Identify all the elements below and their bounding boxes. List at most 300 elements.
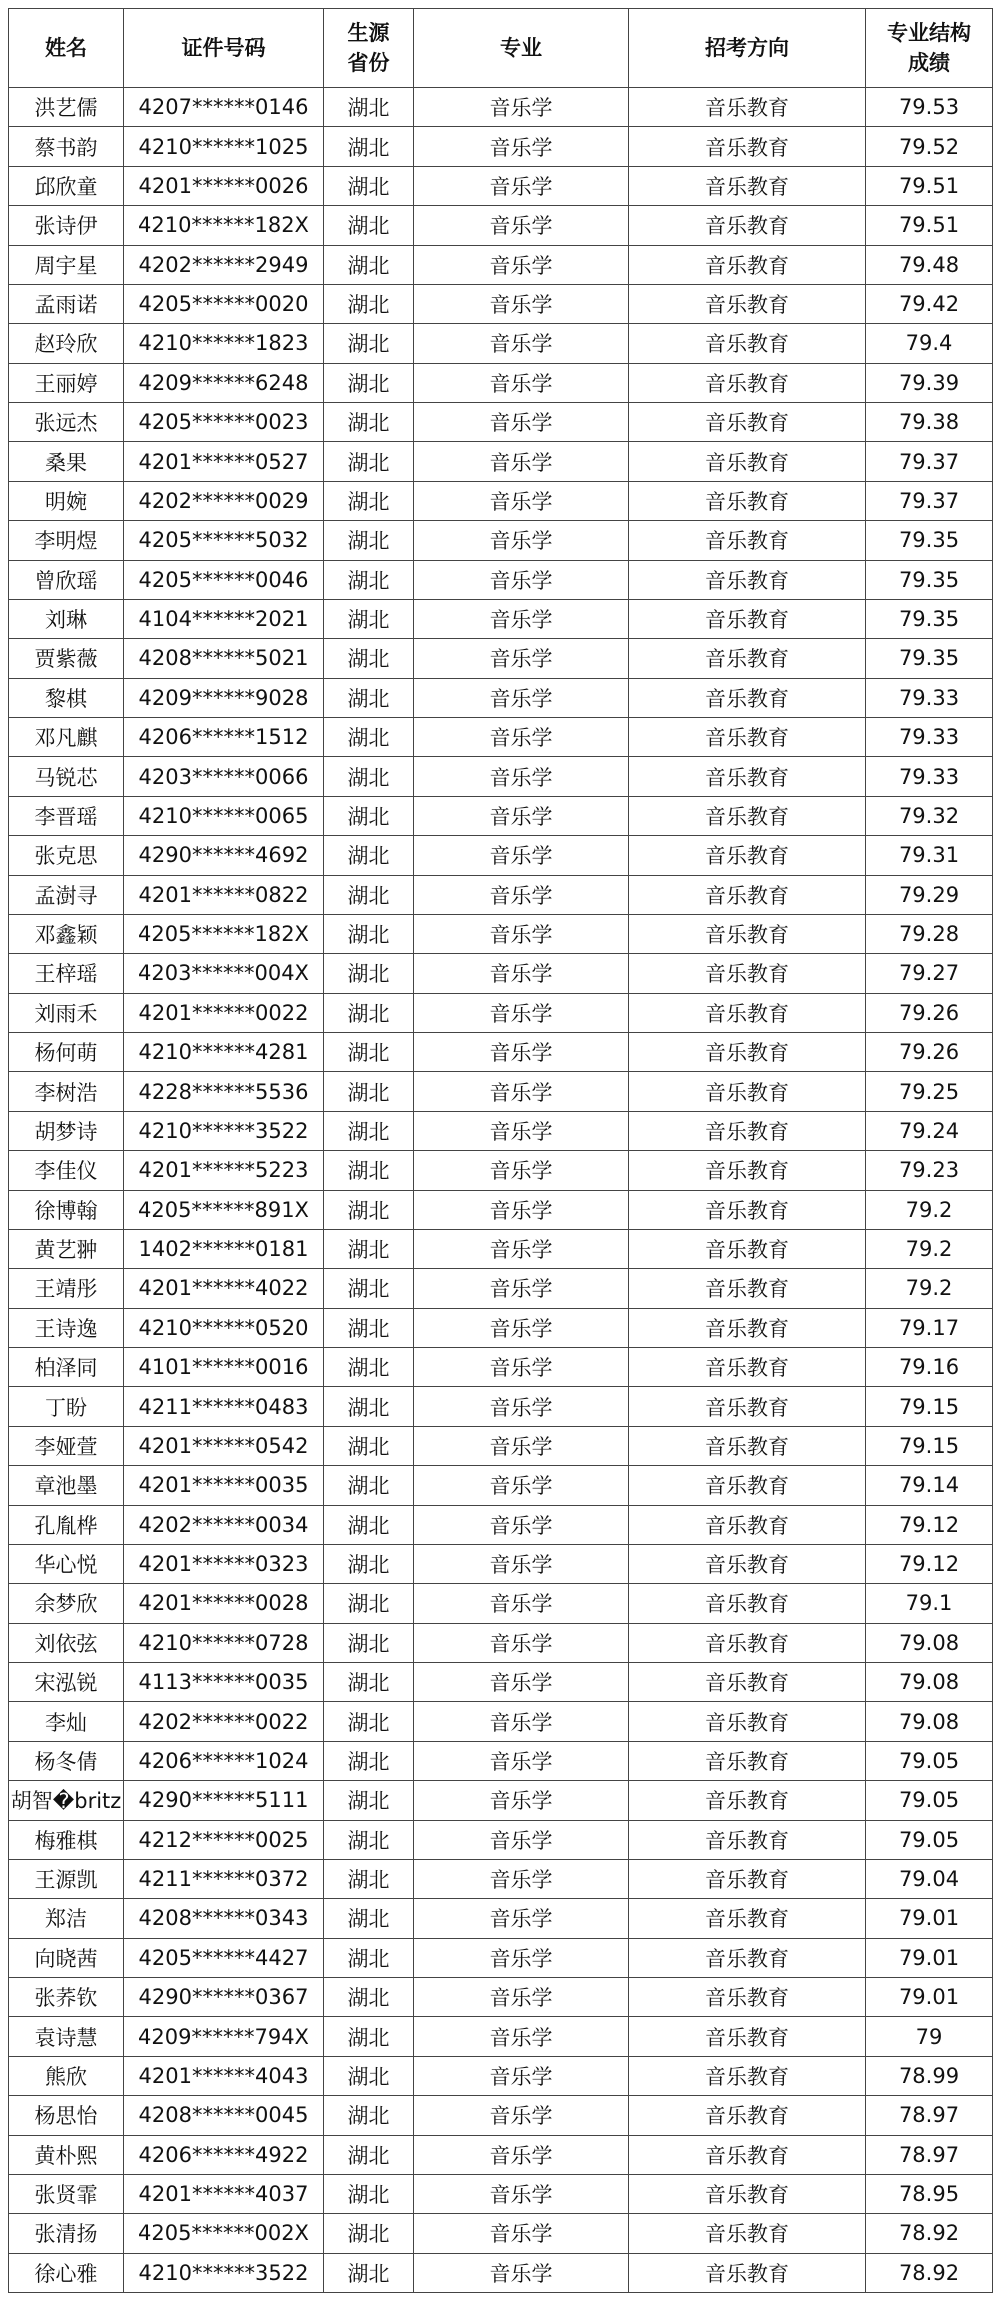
cell-score: 79.23 <box>866 1151 993 1190</box>
table-row <box>9 1584 993 1623</box>
table-row <box>9 1190 993 1229</box>
cell-major: 音乐学 <box>414 836 629 875</box>
table-row <box>9 757 993 796</box>
table-row <box>9 166 993 205</box>
cell-direction: 音乐教育 <box>629 1781 866 1820</box>
cell-major: 音乐学 <box>414 1269 629 1308</box>
cell-major: 音乐学 <box>414 1387 629 1426</box>
cell-score: 78.92 <box>866 2253 993 2292</box>
cell-direction: 音乐教育 <box>629 2135 866 2174</box>
cell-province: 湖北 <box>324 481 414 520</box>
cell-province: 湖北 <box>324 1623 414 1662</box>
cell-province: 湖北 <box>324 1151 414 1190</box>
cell-province: 湖北 <box>324 127 414 166</box>
cell-id-number: 4203******0066 <box>124 757 324 796</box>
cell-id-number: 4205******0020 <box>124 284 324 323</box>
cell-direction: 音乐教育 <box>629 1978 866 2017</box>
cell-name: 李娅萱 <box>9 1426 124 1465</box>
cell-direction: 音乐教育 <box>629 1859 866 1898</box>
cell-major: 音乐学 <box>414 993 629 1032</box>
cell-province: 湖北 <box>324 2174 414 2213</box>
cell-direction: 音乐教育 <box>629 1505 866 1544</box>
cell-province: 湖北 <box>324 2056 414 2095</box>
cell-province: 湖北 <box>324 757 414 796</box>
cell-major: 音乐学 <box>414 1348 629 1387</box>
cell-id-number: 4210******4281 <box>124 1033 324 1072</box>
cell-score: 78.99 <box>866 2056 993 2095</box>
cell-direction: 音乐教育 <box>629 1938 866 1977</box>
header-score: 专业结构 成绩 <box>866 9 993 88</box>
table-row <box>9 88 993 127</box>
cell-direction: 音乐教育 <box>629 166 866 205</box>
cell-direction: 音乐教育 <box>629 1544 866 1583</box>
cell-major: 音乐学 <box>414 1938 629 1977</box>
cell-score: 79.48 <box>866 245 993 284</box>
table-body <box>9 88 993 2293</box>
cell-id-number: 4113******0035 <box>124 1663 324 1702</box>
table-row <box>9 324 993 363</box>
cell-name: 袁诗慧 <box>9 2017 124 2056</box>
cell-id-number: 4205******891X <box>124 1190 324 1229</box>
cell-name: 张远杰 <box>9 403 124 442</box>
cell-province: 湖北 <box>324 2135 414 2174</box>
cell-major: 音乐学 <box>414 1623 629 1662</box>
cell-score: 79.35 <box>866 639 993 678</box>
cell-score: 79.27 <box>866 954 993 993</box>
cell-id-number: 4210******3522 <box>124 2253 324 2292</box>
cell-score: 79.05 <box>866 1741 993 1780</box>
cell-id-number: 4211******0483 <box>124 1387 324 1426</box>
cell-name: 丁盼 <box>9 1387 124 1426</box>
cell-id-number: 1402******0181 <box>124 1229 324 1268</box>
cell-major: 音乐学 <box>414 2135 629 2174</box>
cell-score: 79.39 <box>866 363 993 402</box>
cell-direction: 音乐教育 <box>629 363 866 402</box>
cell-score: 79.08 <box>866 1623 993 1662</box>
cell-name: 孟雨诺 <box>9 284 124 323</box>
cell-id-number: 4203******004X <box>124 954 324 993</box>
cell-id-number: 4202******0034 <box>124 1505 324 1544</box>
cell-name: 章池墨 <box>9 1466 124 1505</box>
cell-major: 音乐学 <box>414 1859 629 1898</box>
cell-major: 音乐学 <box>414 88 629 127</box>
cell-province: 湖北 <box>324 2017 414 2056</box>
cell-direction: 音乐教育 <box>629 206 866 245</box>
cell-direction: 音乐教育 <box>629 2017 866 2056</box>
cell-name: 赵玲欣 <box>9 324 124 363</box>
cell-name: 明婉 <box>9 481 124 520</box>
cell-score: 79 <box>866 2017 993 2056</box>
cell-score: 79.35 <box>866 521 993 560</box>
cell-name: 徐博翰 <box>9 1190 124 1229</box>
cell-major: 音乐学 <box>414 914 629 953</box>
cell-id-number: 4207******0146 <box>124 88 324 127</box>
cell-score: 79.08 <box>866 1702 993 1741</box>
cell-direction: 音乐教育 <box>629 521 866 560</box>
cell-province: 湖北 <box>324 1269 414 1308</box>
cell-province: 湖北 <box>324 403 414 442</box>
table-row <box>9 403 993 442</box>
table-row <box>9 836 993 875</box>
cell-major: 音乐学 <box>414 1781 629 1820</box>
cell-province: 湖北 <box>324 284 414 323</box>
cell-direction: 音乐教育 <box>629 1033 866 1072</box>
cell-province: 湖北 <box>324 1702 414 1741</box>
cell-direction: 音乐教育 <box>629 1348 866 1387</box>
table-row <box>9 1229 993 1268</box>
cell-province: 湖北 <box>324 2214 414 2253</box>
table-row <box>9 1859 993 1898</box>
cell-id-number: 4210******3522 <box>124 1111 324 1150</box>
cell-name: 柏泽同 <box>9 1348 124 1387</box>
cell-major: 音乐学 <box>414 2214 629 2253</box>
table-row <box>9 442 993 481</box>
cell-direction: 音乐教育 <box>629 245 866 284</box>
cell-score: 79.14 <box>866 1466 993 1505</box>
cell-id-number: 4206******1024 <box>124 1741 324 1780</box>
table-row <box>9 2056 993 2095</box>
cell-province: 湖北 <box>324 1348 414 1387</box>
cell-province: 湖北 <box>324 1072 414 1111</box>
cell-major: 音乐学 <box>414 2253 629 2292</box>
cell-name: 张克思 <box>9 836 124 875</box>
cell-major: 音乐学 <box>414 442 629 481</box>
cell-direction: 音乐教育 <box>629 88 866 127</box>
cell-province: 湖北 <box>324 1308 414 1347</box>
table-header-row <box>9 9 993 88</box>
cell-province: 湖北 <box>324 1859 414 1898</box>
cell-name: 张诗伊 <box>9 206 124 245</box>
cell-province: 湖北 <box>324 954 414 993</box>
cell-score: 79.12 <box>866 1544 993 1583</box>
cell-direction: 音乐教育 <box>629 1741 866 1780</box>
table-row <box>9 2214 993 2253</box>
cell-id-number: 4209******6248 <box>124 363 324 402</box>
cell-name: 邓凡麒 <box>9 718 124 757</box>
cell-major: 音乐学 <box>414 1584 629 1623</box>
table-row <box>9 2174 993 2213</box>
table-row <box>9 1426 993 1465</box>
cell-major: 音乐学 <box>414 1741 629 1780</box>
cell-direction: 音乐教育 <box>629 2056 866 2095</box>
cell-major: 音乐学 <box>414 127 629 166</box>
cell-name: 梅雅棋 <box>9 1820 124 1859</box>
cell-name: 洪艺儒 <box>9 88 124 127</box>
cell-score: 79.25 <box>866 1072 993 1111</box>
cell-direction: 音乐教育 <box>629 875 866 914</box>
cell-score: 79.33 <box>866 757 993 796</box>
cell-id-number: 4210******1025 <box>124 127 324 166</box>
cell-major: 音乐学 <box>414 1190 629 1229</box>
cell-id-number: 4210******0065 <box>124 796 324 835</box>
cell-major: 音乐学 <box>414 1426 629 1465</box>
cell-score: 79.08 <box>866 1663 993 1702</box>
cell-score: 79.2 <box>866 1229 993 1268</box>
cell-name: 王靖彤 <box>9 1269 124 1308</box>
cell-score: 79.26 <box>866 1033 993 1072</box>
cell-direction: 音乐教育 <box>629 1663 866 1702</box>
cell-province: 湖北 <box>324 1466 414 1505</box>
table-row <box>9 1544 993 1583</box>
cell-score: 79.35 <box>866 560 993 599</box>
cell-province: 湖北 <box>324 2096 414 2135</box>
cell-score: 78.92 <box>866 2214 993 2253</box>
table-row <box>9 1033 993 1072</box>
cell-id-number: 4101******0016 <box>124 1348 324 1387</box>
cell-province: 湖北 <box>324 324 414 363</box>
cell-direction: 音乐教育 <box>629 1111 866 1150</box>
cell-major: 音乐学 <box>414 678 629 717</box>
cell-score: 79.31 <box>866 836 993 875</box>
cell-direction: 音乐教育 <box>629 914 866 953</box>
cell-direction: 音乐教育 <box>629 639 866 678</box>
cell-major: 音乐学 <box>414 1899 629 1938</box>
cell-score: 79.33 <box>866 718 993 757</box>
cell-score: 79.4 <box>866 324 993 363</box>
cell-province: 湖北 <box>324 718 414 757</box>
cell-major: 音乐学 <box>414 1505 629 1544</box>
cell-name: 郑洁 <box>9 1899 124 1938</box>
cell-id-number: 4206******4922 <box>124 2135 324 2174</box>
table-row <box>9 1781 993 1820</box>
cell-id-number: 4209******9028 <box>124 678 324 717</box>
cell-direction: 音乐教育 <box>629 836 866 875</box>
table-row <box>9 1663 993 1702</box>
cell-score: 79.2 <box>866 1269 993 1308</box>
table-row <box>9 954 993 993</box>
table-row <box>9 2096 993 2135</box>
cell-name: 王源凯 <box>9 1859 124 1898</box>
cell-id-number: 4228******5536 <box>124 1072 324 1111</box>
cell-province: 湖北 <box>324 1426 414 1465</box>
cell-direction: 音乐教育 <box>629 796 866 835</box>
cell-province: 湖北 <box>324 1899 414 1938</box>
cell-major: 音乐学 <box>414 599 629 638</box>
table-row <box>9 1938 993 1977</box>
cell-direction: 音乐教育 <box>629 1387 866 1426</box>
header-major: 专业 <box>414 9 629 88</box>
table-row <box>9 521 993 560</box>
cell-name: 孟澍寻 <box>9 875 124 914</box>
cell-major: 音乐学 <box>414 757 629 796</box>
cell-id-number: 4205******4427 <box>124 1938 324 1977</box>
cell-province: 湖北 <box>324 442 414 481</box>
cell-major: 音乐学 <box>414 2017 629 2056</box>
table-row <box>9 914 993 953</box>
cell-major: 音乐学 <box>414 718 629 757</box>
cell-score: 79.01 <box>866 1899 993 1938</box>
table-row <box>9 1820 993 1859</box>
cell-name: 邱欣童 <box>9 166 124 205</box>
cell-score: 79.1 <box>866 1584 993 1623</box>
cell-direction: 音乐教育 <box>629 2174 866 2213</box>
cell-name: 周宇星 <box>9 245 124 284</box>
cell-name: 孔胤桦 <box>9 1505 124 1544</box>
table-row <box>9 1151 993 1190</box>
cell-name: 杨冬倩 <box>9 1741 124 1780</box>
cell-direction: 音乐教育 <box>629 1466 866 1505</box>
cell-id-number: 4211******0372 <box>124 1859 324 1898</box>
table-row <box>9 560 993 599</box>
cell-province: 湖北 <box>324 1505 414 1544</box>
cell-direction: 音乐教育 <box>629 718 866 757</box>
cell-score: 79.01 <box>866 1938 993 1977</box>
cell-major: 音乐学 <box>414 2096 629 2135</box>
cell-score: 79.04 <box>866 1859 993 1898</box>
table-row <box>9 1269 993 1308</box>
cell-score: 79.52 <box>866 127 993 166</box>
cell-score: 79.01 <box>866 1978 993 2017</box>
cell-id-number: 4201******0035 <box>124 1466 324 1505</box>
cell-direction: 音乐教育 <box>629 1229 866 1268</box>
cell-major: 音乐学 <box>414 560 629 599</box>
cell-score: 78.95 <box>866 2174 993 2213</box>
cell-name: 贾紫薇 <box>9 639 124 678</box>
cell-id-number: 4210******1823 <box>124 324 324 363</box>
cell-id-number: 4201******5223 <box>124 1151 324 1190</box>
cell-id-number: 4201******0026 <box>124 166 324 205</box>
cell-province: 湖北 <box>324 1111 414 1150</box>
cell-name: 黄艺翀 <box>9 1229 124 1268</box>
table-row <box>9 1623 993 1662</box>
cell-id-number: 4201******0022 <box>124 993 324 1032</box>
cell-province: 湖北 <box>324 678 414 717</box>
cell-province: 湖北 <box>324 1663 414 1702</box>
cell-province: 湖北 <box>324 1229 414 1268</box>
cell-province: 湖北 <box>324 1190 414 1229</box>
cell-direction: 音乐教育 <box>629 1702 866 1741</box>
cell-major: 音乐学 <box>414 1072 629 1111</box>
cell-name: 杨思怡 <box>9 2096 124 2135</box>
score-table <box>8 8 993 2293</box>
cell-name: 胡智�britz <box>9 1781 124 1820</box>
cell-score: 79.12 <box>866 1505 993 1544</box>
cell-id-number: 4202******0022 <box>124 1702 324 1741</box>
cell-major: 音乐学 <box>414 1820 629 1859</box>
cell-id-number: 4209******794X <box>124 2017 324 2056</box>
cell-major: 音乐学 <box>414 284 629 323</box>
table-row <box>9 796 993 835</box>
cell-province: 湖北 <box>324 914 414 953</box>
cell-province: 湖北 <box>324 993 414 1032</box>
cell-name: 李佳仪 <box>9 1151 124 1190</box>
cell-province: 湖北 <box>324 1387 414 1426</box>
cell-id-number: 4290******4692 <box>124 836 324 875</box>
cell-direction: 音乐教育 <box>629 1072 866 1111</box>
cell-direction: 音乐教育 <box>629 1584 866 1623</box>
cell-id-number: 4202******0029 <box>124 481 324 520</box>
cell-direction: 音乐教育 <box>629 757 866 796</box>
cell-score: 79.51 <box>866 166 993 205</box>
cell-major: 音乐学 <box>414 639 629 678</box>
table-row <box>9 1308 993 1347</box>
cell-province: 湖北 <box>324 1033 414 1072</box>
cell-name: 刘琳 <box>9 599 124 638</box>
cell-score: 79.38 <box>866 403 993 442</box>
table-row <box>9 639 993 678</box>
cell-province: 湖北 <box>324 363 414 402</box>
table-row <box>9 1111 993 1150</box>
cell-province: 湖北 <box>324 166 414 205</box>
cell-major: 音乐学 <box>414 1544 629 1583</box>
cell-name: 李树浩 <box>9 1072 124 1111</box>
cell-name: 邓鑫颖 <box>9 914 124 953</box>
cell-direction: 音乐教育 <box>629 1190 866 1229</box>
cell-name: 蔡书韵 <box>9 127 124 166</box>
cell-direction: 音乐教育 <box>629 127 866 166</box>
cell-name: 李晋瑶 <box>9 796 124 835</box>
cell-name: 王丽婷 <box>9 363 124 402</box>
cell-major: 音乐学 <box>414 481 629 520</box>
table-row <box>9 127 993 166</box>
cell-id-number: 4212******0025 <box>124 1820 324 1859</box>
cell-id-number: 4208******0045 <box>124 2096 324 2135</box>
cell-direction: 音乐教育 <box>629 1308 866 1347</box>
cell-name: 桑果 <box>9 442 124 481</box>
cell-direction: 音乐教育 <box>629 1151 866 1190</box>
cell-major: 音乐学 <box>414 166 629 205</box>
cell-direction: 音乐教育 <box>629 1269 866 1308</box>
cell-direction: 音乐教育 <box>629 481 866 520</box>
cell-score: 79.15 <box>866 1426 993 1465</box>
cell-id-number: 4104******2021 <box>124 599 324 638</box>
cell-direction: 音乐教育 <box>629 560 866 599</box>
cell-score: 79.33 <box>866 678 993 717</box>
cell-id-number: 4205******0046 <box>124 560 324 599</box>
cell-province: 湖北 <box>324 1820 414 1859</box>
cell-score: 79.05 <box>866 1781 993 1820</box>
cell-major: 音乐学 <box>414 796 629 835</box>
table-row <box>9 481 993 520</box>
cell-id-number: 4201******4037 <box>124 2174 324 2213</box>
cell-province: 湖北 <box>324 2253 414 2292</box>
cell-major: 音乐学 <box>414 1308 629 1347</box>
header-id-number: 证件号码 <box>124 9 324 88</box>
cell-name: 曾欣瑶 <box>9 560 124 599</box>
cell-score: 78.97 <box>866 2096 993 2135</box>
table-row <box>9 1741 993 1780</box>
cell-id-number: 4201******0822 <box>124 875 324 914</box>
cell-name: 张贤霏 <box>9 2174 124 2213</box>
cell-id-number: 4210******0520 <box>124 1308 324 1347</box>
cell-score: 78.97 <box>866 2135 993 2174</box>
table-row <box>9 993 993 1032</box>
table-row <box>9 1072 993 1111</box>
cell-name: 熊欣 <box>9 2056 124 2095</box>
cell-direction: 音乐教育 <box>629 442 866 481</box>
cell-score: 79.51 <box>866 206 993 245</box>
cell-province: 湖北 <box>324 599 414 638</box>
cell-province: 湖北 <box>324 796 414 835</box>
table-row <box>9 1978 993 2017</box>
cell-id-number: 4201******0542 <box>124 1426 324 1465</box>
cell-score: 79.17 <box>866 1308 993 1347</box>
cell-province: 湖北 <box>324 1978 414 2017</box>
cell-id-number: 4206******1512 <box>124 718 324 757</box>
cell-name: 向晓茜 <box>9 1938 124 1977</box>
cell-province: 湖北 <box>324 560 414 599</box>
cell-province: 湖北 <box>324 1938 414 1977</box>
cell-direction: 音乐教育 <box>629 403 866 442</box>
cell-major: 音乐学 <box>414 875 629 914</box>
cell-id-number: 4205******5032 <box>124 521 324 560</box>
table-row <box>9 1387 993 1426</box>
cell-name: 宋泓锐 <box>9 1663 124 1702</box>
table-row <box>9 599 993 638</box>
cell-score: 79.28 <box>866 914 993 953</box>
cell-score: 79.16 <box>866 1348 993 1387</box>
cell-province: 湖北 <box>324 1584 414 1623</box>
